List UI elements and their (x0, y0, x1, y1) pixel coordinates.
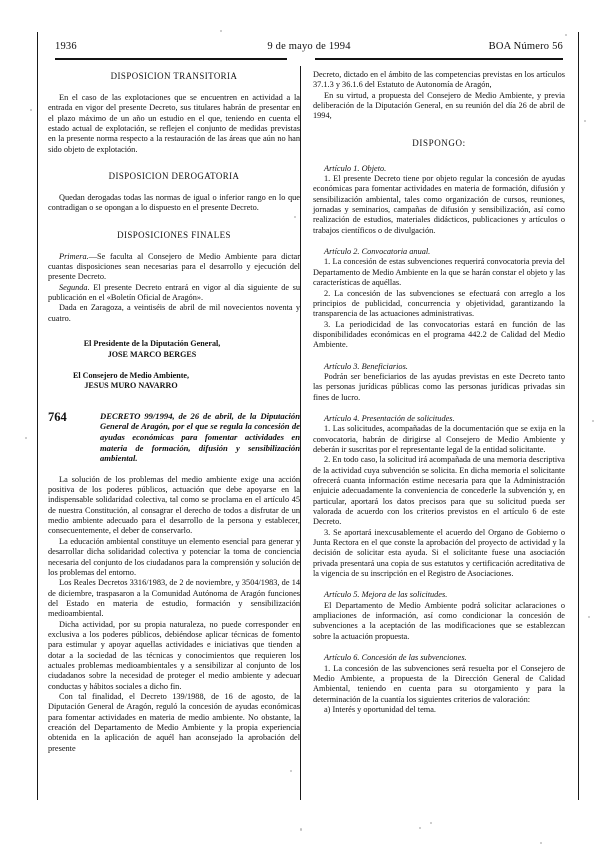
article-6-heading: Artículo 6. Concesión de las subvenciones. (324, 653, 467, 663)
paragraph-transitoria-1: En el caso de las explotaciones que se encuentren en actividad a la entrada en vigor del presente Decreto, sus titulares habrán de presentar en el plazo máximo de un año un estudio en el que, teniendo en cuenta el estado actual de explotación, se reflejen el conjunto de medidas previstas en la presente norma respecto a la restauración de las áreas que aún no han sido objeto de explotación. (48, 93, 300, 154)
heading-dispongo: DISPONGO: (412, 137, 466, 148)
paragraph-preamble-2: La educación ambiental constituye un elemento esencial para generar y desarrollar dicha solidaridad colectiva y potenciar la toma de conciencia necesaria del conjunto de los ciudadanos para la comprensión y solución de los problemas del entorno. (48, 536, 300, 577)
article-6-item-a: a) Interés y oportunidad del tema. (324, 704, 436, 714)
article-4-paragraph-3: 3. Se aportará inexcusablemente el acuerdo del Organo de Gobierno o Junta Rectora en el que conste la aprobación del proyecto de actividad y la decisión de solicitar esta ayuda. Si el solicitante fuese una asociación privada presentará una copia de sus estatutos y certificación acreditativa de la vigencia de su inscripción en el Registro de Asociaciones. (313, 527, 565, 579)
article-2-paragraph-3: 3. La periodicidad de las convocatorias estará en función de las disponibilidades económicas en el programa 442.2 de Calidad del Medio Ambiente. (313, 319, 565, 350)
decree-title: DECRETO 99/1994, de 26 de abril, de la Diputación General de Aragón, por el que se regula la concesión de ayudas económicas para fomentar actividades en materia de formación, difusión y sensibilización ambiental. (100, 410, 300, 464)
scan-speck (300, 828, 302, 831)
page-issue: BOA Número 56 (488, 40, 563, 52)
label-final-primera: Primera. (59, 251, 89, 261)
decree-number: 764 (48, 409, 67, 424)
article-2-heading: Artículo 2. Convocatoria anual. (324, 247, 431, 257)
text-final-segunda: El presente Decreto entrará en vigor al día siguiente de su publicación en el «Boletín Oficial de Aragón». (48, 282, 300, 303)
header-rule-right (315, 58, 563, 60)
signature-consejero-name: JESUS MURO NAVARRO (84, 381, 178, 391)
article-4-heading: Artículo 4. Presentación de solicitudes. (324, 413, 455, 423)
scan-speck (584, 120, 586, 122)
column-left (48, 70, 300, 754)
paragraph-derogatoria-1: Quedan derogadas todas las normas de igual o inferior rango en lo que contradigan o se opongan a lo dispuesto en el presente Decreto. (48, 193, 300, 213)
scan-speck (220, 30, 222, 32)
page-folio: 1936 (55, 40, 77, 52)
scan-speck (30, 109, 32, 111)
page-date: 9 de mayo de 1994 (267, 40, 351, 52)
paragraph-dada-en-zaragoza: Dada en Zaragoza, a veintiséis de abril de mil novecientos noventa y cuatro. (48, 303, 300, 323)
paragraph-final-primera (48, 252, 300, 283)
paragraph-preamble-1: La solución de los problemas del medio ambiente exige una acción positiva de los poderes públicos, actuación que debe apoyarse en la indispensable solidaridad colectiva, tal como se proclama en el artículo 45 de nuestra Constitución, al consagrar el derecho de todos a disfrutar de un medio ambiente adecuado para el desarrollo de la persona y establecer, consecuentemente, el deber de conservarlo. (48, 474, 300, 536)
article-4-paragraph-2: 2. En todo caso, la solicitud irá acompañada de una memoria descriptiva de la actividad cuya subvención se solicita. En dicha memoria el solicitante ofrecerá cuanta información estime necesaria para que la Administración enjuicie adecuadamente la conveniencia de concederle la subvención y, en particular, aportará los datos precisos para que su solicitud pueda ser valorada de acuerdo con los criterios previstos en el artículo 6 de este Decreto. (313, 455, 565, 527)
paragraph-preamble-3: Los Reales Decretos 3316/1983, de 2 de noviembre, y 3504/1983, de 14 de diciembre, traspasaron a la Comunidad Autónoma de Aragón funciones del Estado en materia de estudio, formación y sensibilización medioambiental. (48, 578, 300, 619)
heading-disposicion-derogatoria: DISPOSICION DEROGATORIA (108, 171, 240, 182)
header-rule-left (55, 58, 287, 60)
article-5-paragraph-1: El Departamento de Medio Ambiente podrá solicitar aclaraciones o ampliaciones de información, así como condicionar la concesión de subvenciones a la aceptación de las modificaciones que se establezcan sobre la actuación propuesta. (313, 600, 565, 641)
scan-speck (540, 842, 542, 844)
article-2-paragraph-1: 1. La concesión de estas subvenciones requerirá convocatoria previa del Departamento de Medio Ambiente en la que se harán constar el objeto y las características de aquéllas. (313, 257, 565, 288)
article-5-heading: Artículo 5. Mejora de las solicitudes. (324, 590, 448, 600)
paragraph-final-segunda (48, 283, 300, 304)
paragraph-preamble-4: Dicha actividad, por su propia naturaleza, no puede corresponder en exclusiva a los poderes públicos, debiéndose aplicar técnicas de fomento para estimular y apoyar aquellas actividades e iniciativas que tienden a dotar a la sociedad de las técnicas y conocimientos que requieren los actuales problemas medioambientales y a sensibilizar al conjunto de los ciudadanos sobre la necesidad de proteger el medio ambiente y adecuar conductas y hábitos sociales a dicho fin. (48, 619, 300, 691)
scan-speck (565, 34, 567, 36)
paragraph-continuation-2: En su virtud, a propuesta del Consejero de Medio Ambiente, y previa deliberación de la Diputación General, en su reunión del día 26 de abril de 1994, (313, 90, 565, 121)
scan-speck (430, 822, 432, 824)
signature-consejero-title: El Consejero de Medio Ambiente, (72, 370, 190, 380)
scan-speck (294, 216, 296, 218)
paragraph-preamble-5: Con tal finalidad, el Decreto 139/1988, de 16 de agosto, de la Diputación General de Aragón, reguló la concesión de ayudas económicas para fomentar actividades en materia de medio ambiente. No obstante, la creación del Departamento de Medio Ambiente y la propia experiencia obtenida en la aplicación de aquél han aconsejado la aprobación del presente (48, 691, 300, 753)
paragraph-continuation-1: Decreto, dictado en el ámbito de las competencias previstas en los artículos 37.1.3 y 36.1.6 del Estatuto de Autonomía de Aragón, (313, 70, 565, 90)
running-head (55, 38, 563, 54)
column-right (313, 70, 565, 715)
text-final-primera: —Se faculta al Consejero de Medio Ambiente para dictar cuantas disposiciones sean necesarias para el desarrollo y ejecución del presente Decreto. (48, 251, 300, 282)
article-1-heading: Artículo 1. Objeto. (324, 163, 387, 173)
article-3-heading: Artículo 3. Beneficiarios. (324, 361, 408, 371)
page-border-right (578, 32, 579, 800)
scan-speck (25, 437, 27, 439)
article-4-paragraph-1: 1. Las solicitudes, acompañadas de la documentación que se exija en la convocatoria, habrán de dirigirse al Consejero de Medio Ambiente y deberán ir suscritas por el representante legal de la entidad solicitante. (313, 424, 565, 454)
heading-disposiciones-finales: DISPOSICIONES FINALES (117, 229, 231, 240)
heading-disposicion-transitoria: DISPOSICION TRANSITORIA (110, 71, 238, 81)
scan-speck (588, 616, 590, 618)
column-divider (300, 66, 301, 800)
page-border-left (37, 32, 38, 800)
decree-entry (48, 411, 300, 464)
scan-speck (419, 827, 421, 829)
signature-president-title: El Presidente de la Diputación General, (83, 339, 221, 349)
label-final-segunda: Segunda. (59, 282, 90, 292)
scan-speck (290, 770, 292, 772)
article-2-paragraph-2: 2. La concesión de las subvenciones se efectuará con arreglo a los principios de publicidad, concurrencia y objetividad, garantizando la transparencia de las actuaciones administrativas. (313, 288, 565, 319)
article-1-paragraph-1: 1. El presente Decreto tiene por objeto regular la concesión de ayudas económicas para fomentar actividades en materia de formación, difusión y sensibilización ambiental, tales como organización de cursos, reuniones, jornadas y seminarios, campañas de difusión y sensibilización, así como realización de estudios, materiales didácticos, publicaciones y artículos o trabajos científicos o de divulgación. (313, 174, 565, 235)
article-3-paragraph-1: Podrán ser beneficiarios de las ayudas previstas en este Decreto tanto las personas jurídicas públicas como las personas jurídicas privadas sin fines de lucro. (313, 371, 565, 402)
scan-speck (592, 420, 594, 422)
article-6-paragraph-1: 1. La concesión de las subvenciones será resuelta por el Consejero de Medio Ambiente, a propuesta de la Dirección General de Calidad Ambiental, teniendo en cuenta para su otorgamiento y para la determinación de la cuantía los siguientes criterios de valoración: (313, 663, 565, 704)
signature-president-name: JOSE MARCO BERGES (107, 349, 197, 359)
